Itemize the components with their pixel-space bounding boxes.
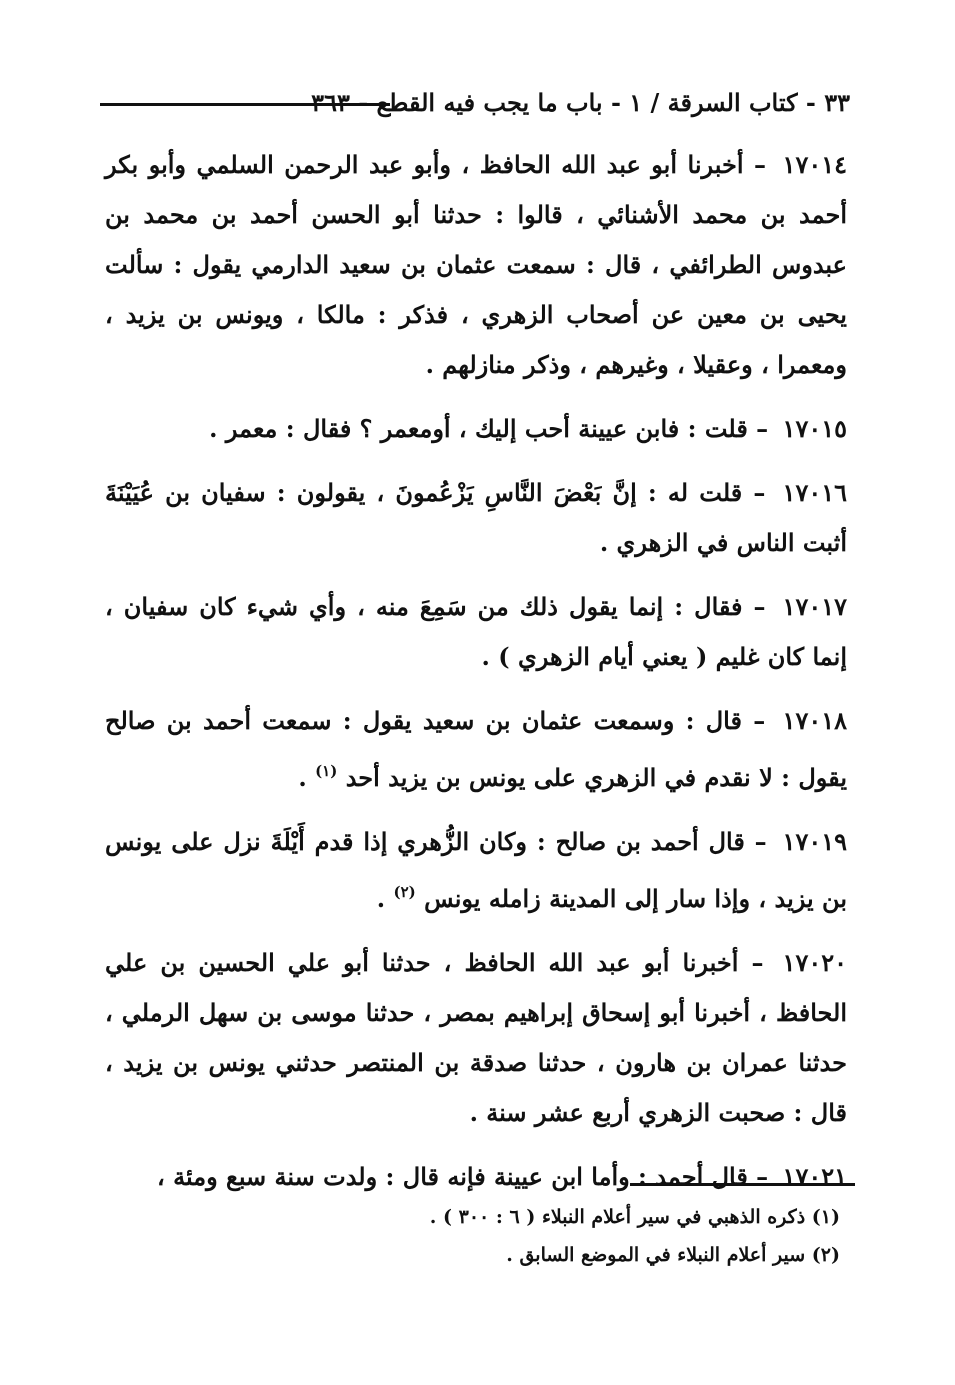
footnote-2: (٢) سير أعلام النبلاء في الموضع السابق . (506, 1244, 840, 1266)
paragraph-17020 (105, 938, 847, 1138)
footnote-reference[interactable]: (٢) (393, 883, 416, 901)
paragraph-17014 (105, 140, 847, 390)
paragraph-number: ١٧٠١٧ (782, 592, 847, 621)
paragraph-17018 (105, 696, 847, 803)
page-header (100, 86, 850, 126)
main-text (105, 140, 847, 1216)
paragraph-number: ١٧٠١٦ (782, 478, 847, 507)
footnote-separator (630, 1183, 855, 1186)
paragraph-number: ١٧٠١٥ (782, 414, 847, 443)
paragraph-17015 (105, 404, 847, 454)
paragraph-text: – فقال : إنما يقول ذلك من سَمِعَ منه ، وأي شيء كان سفيان ، إنما كان غليم ( يعني أيام الزهري ) . (105, 592, 847, 671)
paragraph-number: ١٧٠١٩ (782, 827, 847, 856)
paragraph-text: – قال : وسمعت عثمان بن سعيد يقول : سمعت أحمد بن صالح يقول : لا نقدم في الزهري على يونس بن يزيد أحد (105, 706, 847, 792)
header-rule (100, 103, 390, 106)
paragraph-tail: . (376, 884, 386, 913)
paragraph-text: – قال أحمد بن صالح : وكان الزُّهري إذا قدم أَيْلَةَ نزل على يونس بن يزيد ، وإذا سار إلى المدينة زامله يونس (105, 827, 847, 913)
paragraph-17016 (105, 468, 847, 568)
paragraph-number: ١٧٠٢١ (782, 1162, 847, 1191)
running-title: ٣٣ - كتاب السرقة / ١ - باب ما يجب فيه القطع - ٣٦٣ (311, 88, 850, 117)
paragraph-text: – قال أحمد : وأما ابن عيينة فإنه قال : ولدت سنة سبع ومئة ، (157, 1162, 769, 1191)
footnote-1: (١) ذكره الذهبي في سير أعلام النبلاء ( ٦ : ٣٠٠ ) . (429, 1206, 840, 1228)
paragraph-tail: . (298, 763, 307, 792)
paragraph-number: ١٧٠١٤ (782, 150, 847, 179)
footnotes (300, 1198, 840, 1274)
paragraph-text: – أخبرنا أبو عبد الله الحافظ ، وأبو عبد الرحمن السلمي وأبو بكر أحمد بن محمد الأشنائي ، قالوا : حدثنا أبو الحسن أحمد بن محمد بن عبدوس الطرائفي ، قال : سمعت عثمان بن سعيد الدارمي يقول : سألت يحيى بن معين عن أصحاب الزهري ، فذكر : مالكا ، ويونس بن يزيد ، ومعمرا ، وعقيلا ، وغيرهم ، وذكر منازلهم . (105, 150, 847, 379)
paragraph-17021 (105, 1152, 847, 1202)
paragraph-text: – قلت : فابن عيينة أحب إليك ، أومعمر ؟ فقال : معمر . (209, 414, 769, 443)
paragraph-text: – قلت له : إنَّ بَعْضَ النَّاسِ يَزْعُمونَ ، يقولون : سفيان بن عُيَيْنَةَ أثبت الناس في الزهري . (105, 478, 847, 557)
paragraph-number: ١٧٠١٨ (782, 706, 847, 735)
paragraph-text: – أخبرنا أبو عبد الله الحافظ ، حدثنا أبو علي الحسين بن علي الحافظ ، أخبرنا أبو إسحاق إبراهيم بمصر ، حدثنا موسى بن سهل الرملي ، حدثنا عمران بن هارون ، حدثنا صدقة بن المنتصر حدثني يونس بن يزيد ، قال : صحبت الزهري أربع عشر سنة . (105, 948, 847, 1127)
footnote-reference[interactable]: (١) (315, 762, 338, 780)
paragraph-17017 (105, 582, 847, 682)
paragraph-number: ١٧٠٢٠ (782, 948, 847, 977)
paragraph-17019 (105, 817, 847, 924)
